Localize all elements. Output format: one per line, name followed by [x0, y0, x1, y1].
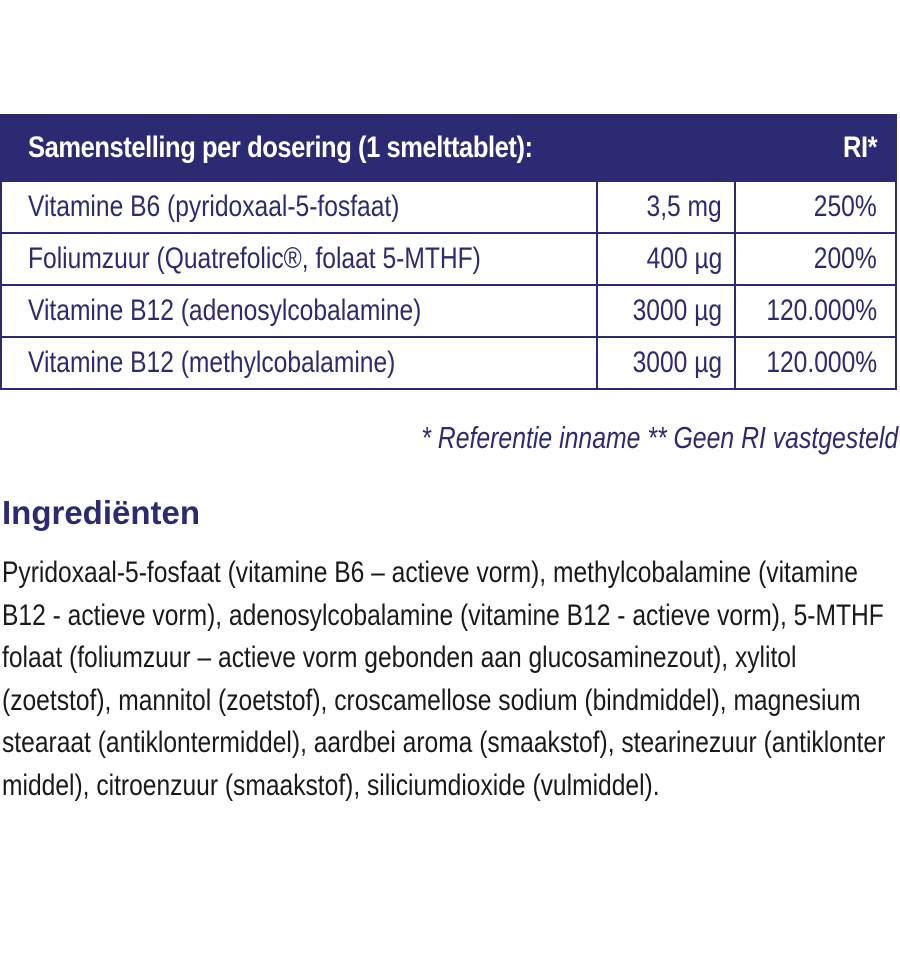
amount-cell: 400 µg — [598, 234, 736, 284]
ri-cell: 200% — [814, 242, 877, 275]
ri-cell: 120.000% — [766, 294, 877, 327]
table-header-ri: RI* — [842, 131, 877, 164]
table-row — [2, 284, 895, 336]
table-row — [2, 180, 895, 232]
nutrient-name-cell: Vitamine B6 (pyridoxaal-5-fosfaat) — [2, 182, 598, 232]
footnote: * Referentie inname ** Geen RI vastgesteld — [421, 420, 898, 455]
table-row — [2, 336, 895, 388]
amount-cell: 3,5 mg — [598, 182, 736, 232]
ri-cell: 250% — [814, 190, 877, 223]
ingredients-text: Pyridoxaal-5-fosfaat (vitamine B6 – actieve vorm), methylcobalamine (vitamine B12 - actieve vorm), adenosylcobalamine (vitamine B12 - actieve vorm), 5-MTHF folaat (foliumzuur – actieve vorm gebonden aan glucosaminezout), xylitol (zoetstof), mannitol (zoetstof), croscamellose sodium (bindmiddel), magnesium stearaat (antiklontermiddel), aardbei aroma (smaakstof), stearinezuur (antiklonter middel), citroenzuur (smaakstof), siliciumdioxide (vulmiddel). — [2, 556, 886, 802]
ingredients-heading: Ingrediënten — [2, 494, 201, 531]
nutrient-name-cell: Vitamine B12 (adenosylcobalamine) — [2, 286, 598, 336]
amount-cell: 3000 µg — [598, 286, 736, 336]
nutrient-name-cell: Vitamine B12 (methylcobalamine) — [2, 338, 598, 388]
amount-cell: 3000 µg — [598, 338, 736, 388]
ri-cell: 120.000% — [766, 346, 877, 379]
nutrient-name-cell: Foliumzuur (Quatrefolic®, folaat 5-MTHF) — [2, 234, 598, 284]
nutrition-table — [0, 114, 897, 390]
table-row — [2, 232, 895, 284]
table-header — [2, 116, 895, 180]
table-header-title: Samenstelling per dosering (1 smelttablet): — [28, 131, 533, 164]
